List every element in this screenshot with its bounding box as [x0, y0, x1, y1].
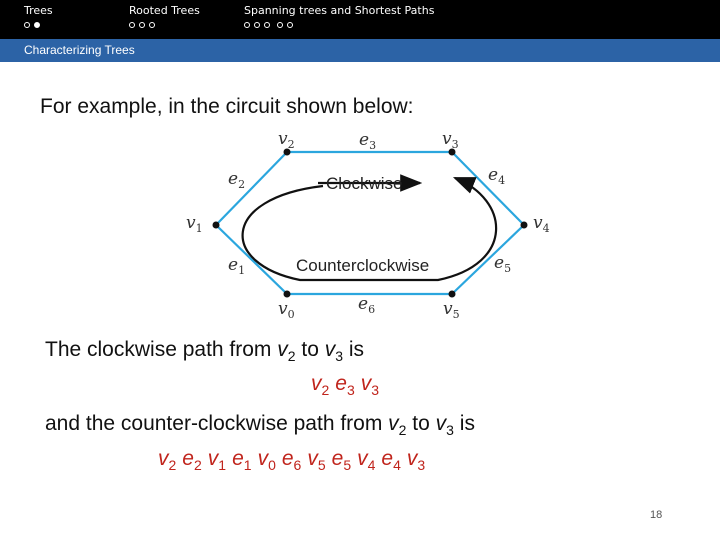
sentence-text: and the counter-clockwise path from — [45, 412, 389, 435]
path-token-subscript: 3 — [371, 382, 380, 399]
vertex-symbol: v — [324, 338, 336, 361]
edge-label-e1: $e_1$ — [228, 255, 246, 277]
path-token-letter: e — [335, 372, 347, 395]
clockwise-path-sentence — [45, 338, 364, 364]
edge-label-e4: $e_4$ — [488, 165, 506, 187]
path-token-letter: e — [381, 447, 394, 470]
vertex-dots — [213, 149, 528, 298]
path-token-letter: v — [257, 447, 269, 470]
clockwise-path — [311, 372, 385, 398]
path-token — [182, 447, 202, 474]
vertex-label-v2: $v_2$ — [278, 129, 295, 151]
vertex-label-v5: $v_5$ — [443, 299, 460, 321]
path-token — [357, 447, 376, 474]
path-token — [331, 447, 352, 474]
vertex-dot-v5 — [449, 291, 456, 298]
path-token — [406, 447, 426, 474]
path-token-subscript: 4 — [367, 457, 376, 474]
edge-label-e3: $e_3$ — [359, 130, 377, 152]
path-token-subscript: 3 — [346, 382, 355, 399]
vertex-symbol: v — [277, 338, 288, 361]
nav-label[interactable]: Spanning trees and Shortest Paths — [244, 4, 435, 17]
section-subtitle: Characterizing Trees — [24, 43, 135, 57]
edge-label-e6: $e_6$ — [358, 294, 376, 316]
edge-v3-v4 — [452, 152, 524, 225]
edge-v4-v5 — [452, 225, 524, 294]
counterclockwise-path-sentence — [45, 412, 475, 438]
path-token-subscript: 3 — [417, 457, 426, 474]
edge-v0-v1 — [216, 225, 287, 294]
sentence-text: to — [406, 412, 436, 435]
edge-label-e2: $e_2$ — [228, 169, 246, 191]
edge-label-e5: $e_5$ — [494, 253, 512, 275]
vertex-subscript: 3 — [446, 422, 454, 439]
path-token-letter: v — [357, 447, 368, 470]
path-token-subscript: 5 — [317, 457, 326, 474]
path-token-subscript: 1 — [243, 457, 252, 474]
path-token-subscript: 5 — [343, 457, 352, 474]
clockwise-label: Clockwise — [326, 174, 403, 193]
path-token-letter: v — [307, 447, 318, 470]
vertex-symbol: v — [435, 412, 447, 435]
path-token — [307, 447, 326, 474]
intro-text: For example, in the circuit shown below: — [40, 95, 414, 118]
path-token-subscript: 2 — [193, 457, 202, 474]
sentence-text: is — [453, 412, 475, 435]
vertex-label-v3: $v_3$ — [442, 129, 459, 151]
vertex-label-v0: $v_0$ — [278, 299, 295, 321]
path-token-subscript: 0 — [268, 457, 276, 474]
path-token-letter: e — [331, 447, 344, 470]
path-token — [281, 447, 302, 474]
path-token-subscript: 1 — [218, 457, 227, 474]
path-token — [381, 447, 401, 474]
sentence-text: is — [343, 338, 365, 361]
path-token — [311, 372, 330, 399]
path-token — [335, 372, 355, 399]
path-token — [257, 447, 276, 474]
vertex-label-v1: $v_1$ — [186, 213, 203, 235]
path-token-letter: v — [311, 372, 322, 395]
vertex-subscript: 2 — [287, 348, 296, 365]
sentence-text: The clockwise path from — [45, 338, 278, 361]
path-token-subscript: 2 — [168, 457, 177, 474]
counterclockwise-path — [158, 447, 431, 473]
path-token-letter: e — [281, 447, 294, 470]
path-token-subscript: 4 — [393, 457, 401, 474]
vertex-dot-v4 — [521, 222, 528, 229]
nav-label[interactable]: Rooted Trees — [129, 4, 200, 17]
path-token — [158, 447, 177, 474]
page-number: 18 — [650, 509, 663, 521]
vertex-subscript: 3 — [335, 348, 344, 365]
path-token — [207, 447, 227, 474]
path-token — [232, 447, 252, 474]
path-token-letter: v — [360, 372, 372, 395]
path-token-letter: v — [406, 447, 418, 470]
path-token-subscript: 6 — [293, 457, 302, 474]
path-token-letter: v — [207, 447, 219, 470]
vertex-label-v4: $v_4$ — [533, 213, 550, 235]
sentence-text: to — [295, 338, 325, 361]
vertex-dot-v0 — [284, 291, 291, 298]
vertex-dot-v1 — [213, 222, 220, 229]
path-token-letter: e — [232, 447, 244, 470]
nav-label[interactable]: Trees — [24, 4, 53, 17]
path-token-letter: v — [158, 447, 169, 470]
path-token-letter: e — [182, 447, 194, 470]
path-token — [360, 372, 380, 399]
path-token-subscript: 2 — [321, 382, 330, 399]
vertex-symbol: v — [388, 412, 399, 435]
vertex-subscript: 2 — [398, 422, 407, 439]
counterclockwise-label: Counterclockwise — [296, 256, 430, 275]
